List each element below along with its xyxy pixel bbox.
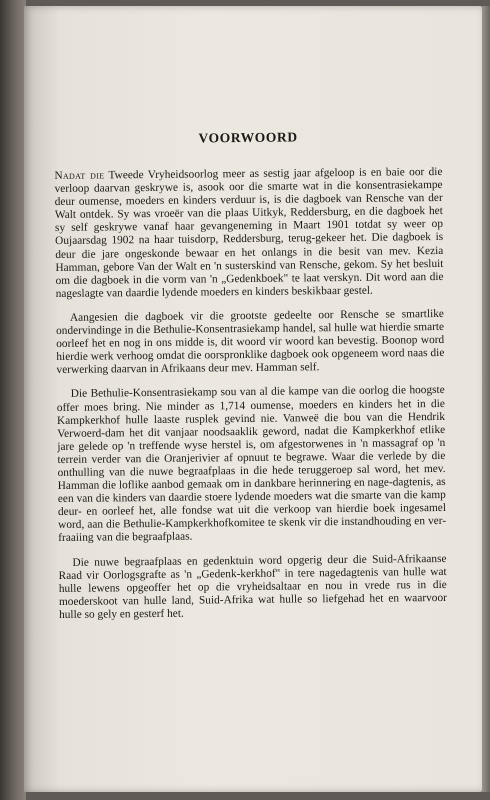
paragraph-2: Aangesien die dagboek vir die grootste gedeelte oor Rensche se smartlike ondervindinge in die Bethulie-Konsentrasiekamp handel, sal hulle wat hierdie smarte oorleef het en nog in ons midde is, dit woord vir woord kan bevestig. Boonop word hierdie werk verhoog omdat die oorspronklike dagboek ook opgeneem word naas die verwerking daarvan in Afrikaans deur mev. Hamman self.	[56, 307, 445, 377]
paragraph-4: Die nuwe begraafplaas en gedenktuin word opgerig deur die Suid-Afrikaanse Raad vir Oorlogsgrafte as 'n „Gedenk-kerkhof" in tere nagedagtenis van hulle wat hulle lewens opgeoffer het op die vryheidsaltaar en nou in vrede rus in die moederskoot van hulle land, Suid-Afrika wat hulle so liefgehad het en waarvoor hulle so gely en gesterf het.	[58, 552, 447, 621]
page-edge-shadow	[482, 6, 490, 792]
book-spine-shadow	[0, 0, 26, 800]
paragraph-1-text: Tweede Vryheidsoorlog meer as sestig jaar afgeloop is en baie oor die verloop daarvan geskrywe is, asook oor die smarte wat in die konsentrasiekampe deur oumense, moeders en kinders verduur is, is die dagboek van Rensche van der Walt ontdek. Sy was vroeër van die plaas Uitkyk, Reddersburg, en die dagboek het sy self geskrywe vanaf haar gevangeneming in Maart 1901 totdat sy weer op Oujaarsdag 1902 na haar tuisdorp, Reddersburg, terug-gekeer het. Die dagboek is deur die jare ongeskonde bewaar en het onlangs in die besit van mev. Kezia Hamman, gebore Van der Walt en 'n susterskind van Rensche, gekom. Sy het besluit om die dagboek in die vorm van 'n „Gedenkboek" te laat verskyn. Dit word aan die nageslagte van daardie lydende moeders en kinders beskikbaar gestel.	[54, 165, 444, 300]
page-title: VOORWOORD	[198, 129, 298, 146]
paragraph-1	[54, 166, 443, 301]
book-page	[24, 6, 482, 792]
paragraph-3: Die Bethulie-Konsentrasiekamp sou van al die kampe van die oorlog die hoogste offer moes bring. Nie minder as 1,714 oumense, moeders en kinders het in die Kampkerkhof hulle laaste rusplek gevind nie. Vanweë die bou van die Hendrik Verwoerd-dam het dit vanjaar noodsaaklik geword, nadat die Kampkerkhof etlike jare gelede op 'n treffende wyse herstel is, om afgestorwenes in 'n massagraf op 'n terrein verder van die Oranjerivier af opnuut te begrawe. Waar die verlede by die onthulling van die nuwe begraafplaas in die hede teruggeroep sal word, het mev. Hamman die loflike aanbod gemaak om in dankbare herinnering en nage-dagtenis, as een van die kinders van daardie stoere lydende moeders wat die smarte van die kamp deur- en oorleef het, alle fondse wat uit die verkoop van hierdie boek ingesamel word, aan die Bethulie-Kampkerkhofkomitee te skenk vir die instandhouding en ver-fraaiing van die begraafplaas.	[56, 384, 447, 545]
page-content	[54, 128, 447, 633]
paragraph-lead-in: Nadat die	[54, 169, 105, 182]
